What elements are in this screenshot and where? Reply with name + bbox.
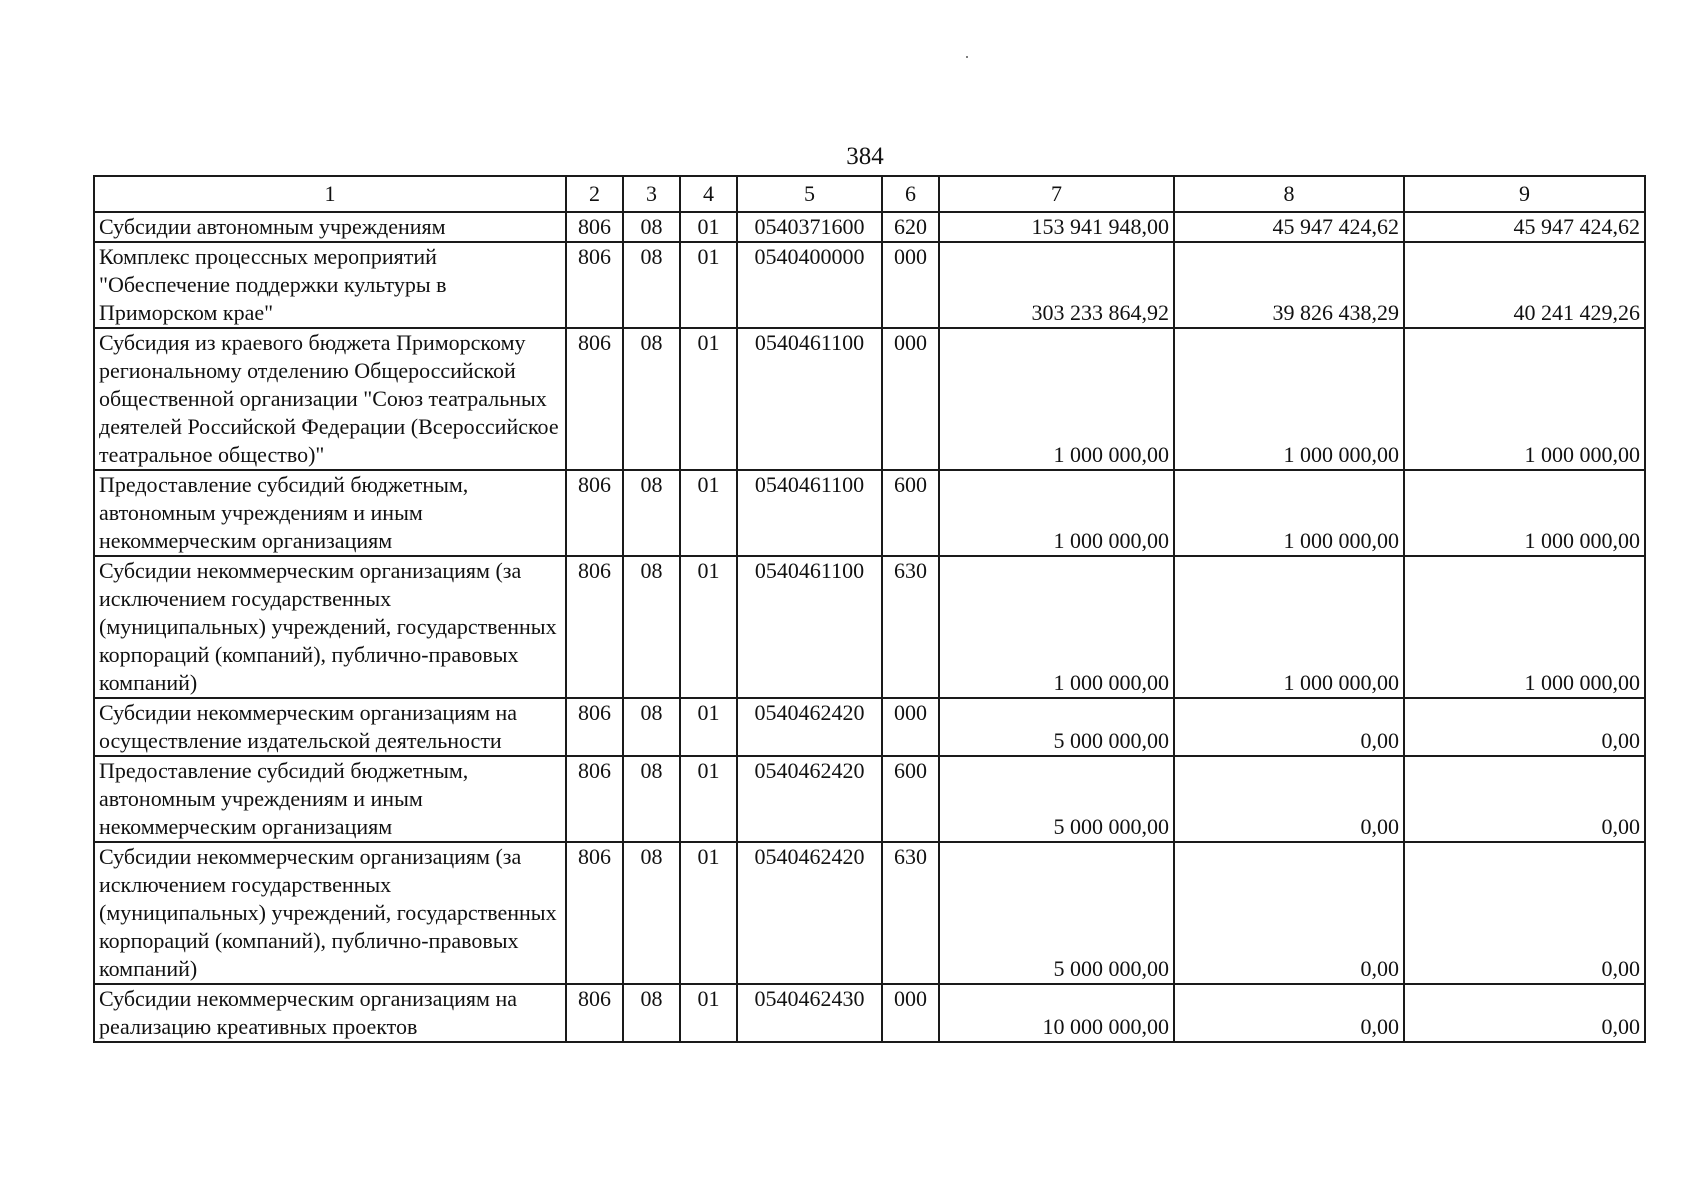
- column-header-4: 4: [680, 176, 737, 212]
- cell-amount-7: 5 000 000,00: [939, 756, 1174, 842]
- column-header-2: 2: [566, 176, 623, 212]
- column-header-9: 9: [1404, 176, 1645, 212]
- column-header-1: 1: [94, 176, 566, 212]
- row-name: Субсидия из краевого бюджета Приморскому региональному отделению Общероссийской общественной организации "Союз театральных деятелей Российской Федерации (Всероссийское театральное общество)": [94, 328, 566, 470]
- cell-amount-9: 0,00: [1404, 984, 1645, 1042]
- cell-amount-9: 1 000 000,00: [1404, 328, 1645, 470]
- cell-amount-7: 153 941 948,00: [939, 212, 1174, 242]
- cell-amount-7: 5 000 000,00: [939, 842, 1174, 984]
- cell-vr: 000: [882, 698, 939, 756]
- cell-csr: 0540461100: [737, 328, 882, 470]
- row-name: Комплекс процессных мероприятий "Обеспечение поддержки культуры в Приморском крае": [94, 242, 566, 328]
- cell-amount-8: 0,00: [1174, 984, 1404, 1042]
- cell-pr: 01: [680, 842, 737, 984]
- cell-rz: 08: [623, 470, 680, 556]
- table-row: [94, 698, 1645, 756]
- row-name: Субсидии некоммерческим организациям (за исключением государственных (муниципальных) учреждений, государственных корпораций (компаний), публично-правовых компаний): [94, 556, 566, 698]
- cell-vr: 620: [882, 212, 939, 242]
- cell-vr: 000: [882, 242, 939, 328]
- cell-csr: 0540400000: [737, 242, 882, 328]
- cell-vr: 600: [882, 470, 939, 556]
- cell-amount-7: 5 000 000,00: [939, 698, 1174, 756]
- cell-amount-8: 1 000 000,00: [1174, 470, 1404, 556]
- cell-rz: 08: [623, 556, 680, 698]
- table-row: [94, 984, 1645, 1042]
- cell-vr: 600: [882, 756, 939, 842]
- cell-csr: 0540461100: [737, 470, 882, 556]
- table-row: [94, 556, 1645, 698]
- cell-ved: 806: [566, 756, 623, 842]
- row-name: Субсидии некоммерческим организациям на осуществление издательской деятельности: [94, 698, 566, 756]
- cell-rz: 08: [623, 242, 680, 328]
- row-name: Предоставление субсидий бюджетным, автономным учреждениям и иным некоммерческим организациям: [94, 470, 566, 556]
- budget-table: [93, 175, 1646, 1043]
- cell-amount-7: 1 000 000,00: [939, 470, 1174, 556]
- cell-amount-8: 0,00: [1174, 756, 1404, 842]
- cell-pr: 01: [680, 698, 737, 756]
- cell-amount-8: 1 000 000,00: [1174, 556, 1404, 698]
- table-row: [94, 842, 1645, 984]
- table-row: [94, 756, 1645, 842]
- cell-amount-9: 1 000 000,00: [1404, 556, 1645, 698]
- cell-rz: 08: [623, 212, 680, 242]
- cell-amount-9: 0,00: [1404, 842, 1645, 984]
- cell-ved: 806: [566, 842, 623, 984]
- cell-csr: 0540462420: [737, 756, 882, 842]
- cell-csr: 0540462420: [737, 842, 882, 984]
- row-name: Субсидии некоммерческим организациям (за исключением государственных (муниципальных) учреждений, государственных корпораций (компаний), публично-правовых компаний): [94, 842, 566, 984]
- cell-amount-8: 1 000 000,00: [1174, 328, 1404, 470]
- cell-pr: 01: [680, 212, 737, 242]
- cell-amount-9: 40 241 429,26: [1404, 242, 1645, 328]
- cell-amount-9: 1 000 000,00: [1404, 470, 1645, 556]
- column-header-3: 3: [623, 176, 680, 212]
- table-row: [94, 242, 1645, 328]
- table-row: [94, 470, 1645, 556]
- cell-ved: 806: [566, 698, 623, 756]
- column-header-5: 5: [737, 176, 882, 212]
- cell-csr: 0540462430: [737, 984, 882, 1042]
- cell-csr: 0540461100: [737, 556, 882, 698]
- cell-rz: 08: [623, 328, 680, 470]
- cell-vr: 630: [882, 842, 939, 984]
- cell-rz: 08: [623, 698, 680, 756]
- column-header-7: 7: [939, 176, 1174, 212]
- table-header-row: [94, 176, 1645, 212]
- page-number: 384: [846, 143, 884, 170]
- row-name: Субсидии автономным учреждениям: [94, 212, 566, 242]
- cell-amount-8: 45 947 424,62: [1174, 212, 1404, 242]
- cell-amount-7: 1 000 000,00: [939, 556, 1174, 698]
- table-body: [94, 176, 1645, 1042]
- column-header-8: 8: [1174, 176, 1404, 212]
- cell-pr: 01: [680, 984, 737, 1042]
- cell-ved: 806: [566, 556, 623, 698]
- cell-pr: 01: [680, 328, 737, 470]
- cell-ved: 806: [566, 328, 623, 470]
- cell-pr: 01: [680, 756, 737, 842]
- row-name: Субсидии некоммерческим организациям на реализацию креативных проектов: [94, 984, 566, 1042]
- cell-pr: 01: [680, 242, 737, 328]
- cell-pr: 01: [680, 556, 737, 698]
- cell-rz: 08: [623, 756, 680, 842]
- cell-csr: 0540371600: [737, 212, 882, 242]
- scan-speck: [966, 56, 968, 58]
- table-row: [94, 328, 1645, 470]
- cell-vr: 000: [882, 328, 939, 470]
- cell-amount-7: 1 000 000,00: [939, 328, 1174, 470]
- cell-amount-8: 0,00: [1174, 842, 1404, 984]
- cell-amount-9: 45 947 424,62: [1404, 212, 1645, 242]
- cell-csr: 0540462420: [737, 698, 882, 756]
- cell-ved: 806: [566, 242, 623, 328]
- cell-vr: 000: [882, 984, 939, 1042]
- cell-amount-8: 0,00: [1174, 698, 1404, 756]
- cell-amount-9: 0,00: [1404, 698, 1645, 756]
- cell-amount-9: 0,00: [1404, 756, 1645, 842]
- cell-ved: 806: [566, 470, 623, 556]
- table-row: [94, 212, 1645, 242]
- cell-vr: 630: [882, 556, 939, 698]
- cell-amount-7: 303 233 864,92: [939, 242, 1174, 328]
- cell-ved: 806: [566, 984, 623, 1042]
- row-name: Предоставление субсидий бюджетным, автономным учреждениям и иным некоммерческим организациям: [94, 756, 566, 842]
- cell-pr: 01: [680, 470, 737, 556]
- column-header-6: 6: [882, 176, 939, 212]
- cell-amount-7: 10 000 000,00: [939, 984, 1174, 1042]
- cell-amount-8: 39 826 438,29: [1174, 242, 1404, 328]
- cell-rz: 08: [623, 842, 680, 984]
- cell-ved: 806: [566, 212, 623, 242]
- cell-rz: 08: [623, 984, 680, 1042]
